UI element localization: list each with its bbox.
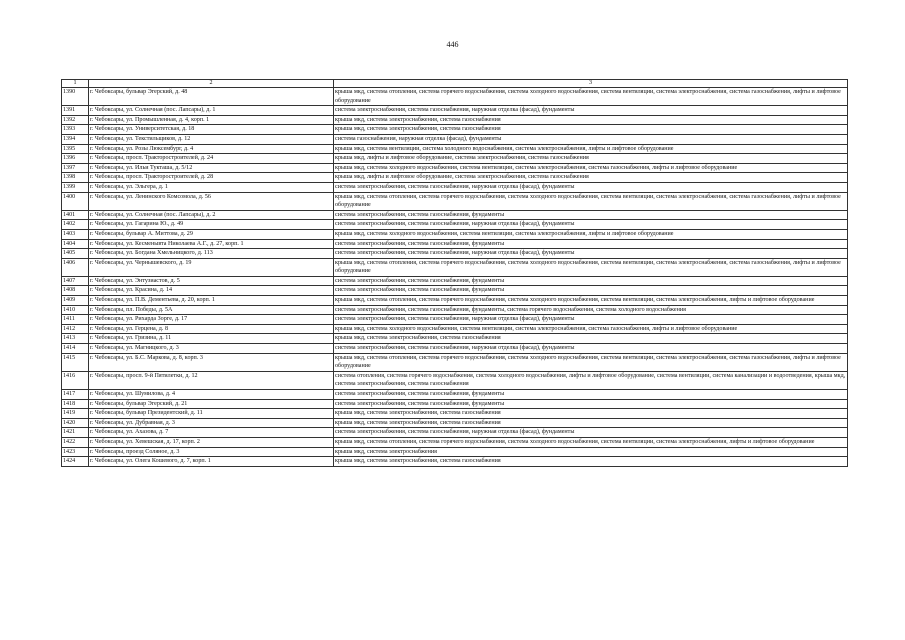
table-row bbox=[62, 115, 848, 125]
row-works: крыша мкд, система отопления, система горячего водоснабжения, система холодного водоснабжения, система вентиляции, система электроснабжения, система газоснабжения, лифты и лифтовое оборудование bbox=[334, 258, 848, 276]
row-number: 1404 bbox=[62, 239, 89, 249]
row-number: 1421 bbox=[62, 428, 89, 438]
row-address: г. Чебоксары, ул. Шумилова, д. 4 bbox=[89, 390, 334, 400]
row-number: 1413 bbox=[62, 334, 89, 344]
row-number: 1407 bbox=[62, 276, 89, 286]
row-address: г. Чебоксары, ул. Розы Люксембург, д. 4 bbox=[89, 144, 334, 154]
column-number-1: 1 bbox=[62, 80, 89, 88]
row-number: 1423 bbox=[62, 447, 89, 457]
row-works: система электроснабжения, система газоснабжения, наружная отделка (фасад), фундаменты bbox=[334, 428, 848, 438]
row-address: г. Чебоксары, ул. Рихарда Зорге, д. 17 bbox=[89, 315, 334, 325]
row-works: система электроснабжения, система газоснабжения, наружная отделка (фасад), фундаменты bbox=[334, 220, 848, 230]
row-number: 1400 bbox=[62, 192, 89, 210]
table-row bbox=[62, 154, 848, 164]
row-number: 1419 bbox=[62, 409, 89, 419]
row-works: крыша мкд, система электроснабжения, система газоснабжения bbox=[334, 125, 848, 135]
row-number: 1411 bbox=[62, 315, 89, 325]
table-row bbox=[62, 258, 848, 276]
row-works: система электроснабжения, система газоснабжения, фундаменты bbox=[334, 399, 848, 409]
row-address: г. Чебоксары, ул. Магницкого, д. 3 bbox=[89, 344, 334, 354]
row-number: 1406 bbox=[62, 258, 89, 276]
row-works: крыша мкд, система электроснабжения, система газоснабжения bbox=[334, 457, 848, 467]
row-number: 1409 bbox=[62, 296, 89, 306]
row-number: 1401 bbox=[62, 210, 89, 220]
row-number: 1405 bbox=[62, 249, 89, 259]
row-address: г. Чебоксары, ул. Б.С. Маркова, д. 8, корп. 3 bbox=[89, 353, 334, 371]
table-row bbox=[62, 315, 848, 325]
row-works: система электроснабжения, система газоснабжения, наружная отделка (фасад), фундаменты bbox=[334, 106, 848, 116]
table-row bbox=[62, 305, 848, 315]
row-number: 1403 bbox=[62, 229, 89, 239]
row-number: 1416 bbox=[62, 371, 89, 389]
table-row bbox=[62, 220, 848, 230]
row-address: г. Чебоксары, ул. Энтузиастов, д. 5 bbox=[89, 276, 334, 286]
row-number: 1395 bbox=[62, 144, 89, 154]
row-works: система газоснабжения, наружная отделка (фасад), фундаменты bbox=[334, 134, 848, 144]
table-row bbox=[62, 182, 848, 192]
row-address: г. Чебоксары, ул. Текстильщиков, д. 12 bbox=[89, 134, 334, 144]
row-address: г. Чебоксары, ул. Солнечная (пос. Лапсары), д. 2 bbox=[89, 210, 334, 220]
table-row bbox=[62, 192, 848, 210]
row-works: крыша мкд, система отопления, система горячего водоснабжения, система холодного водоснабжения, система вентиляции, система электроснабжения, система газоснабжения, лифты и лифтовое оборудование bbox=[334, 353, 848, 371]
row-address: г. Чебоксары, ул. Герцена, д. 8 bbox=[89, 324, 334, 334]
row-works: система электроснабжения, система газоснабжения, наружная отделка (фасад), фундаменты bbox=[334, 344, 848, 354]
row-number: 1417 bbox=[62, 390, 89, 400]
registry-body bbox=[62, 80, 848, 467]
table-row bbox=[62, 437, 848, 447]
row-address: г. Чебоксары, просп. Тракторостроителей, д. 24 bbox=[89, 154, 334, 164]
table-row bbox=[62, 276, 848, 286]
row-number: 1394 bbox=[62, 134, 89, 144]
row-works: крыша мкд, система вентиляции, система холодного водоснабжения, система электроснабжения, лифты и лифтовое оборудование bbox=[334, 144, 848, 154]
row-number: 1397 bbox=[62, 163, 89, 173]
row-number: 1415 bbox=[62, 353, 89, 371]
page-number: 446 bbox=[446, 40, 459, 49]
row-works: крыша мкд, система отопления, система горячего водоснабжения, система холодного водоснабжения, система вентиляции, система электроснабжения, лифты и лифтовое оборудование bbox=[334, 296, 848, 306]
row-number: 1398 bbox=[62, 173, 89, 183]
row-works: крыша мкд, лифты и лифтовое оборудование, система электроснабжения, система газоснабжения bbox=[334, 154, 848, 164]
row-number: 1418 bbox=[62, 399, 89, 409]
row-works: крыша мкд, система электроснабжения, система газоснабжения bbox=[334, 334, 848, 344]
table-row bbox=[62, 229, 848, 239]
row-works: крыша мкд, система электроснабжения bbox=[334, 447, 848, 457]
row-address: г. Чебоксары, ул. Олега Кошевого, д. 7, корп. 1 bbox=[89, 457, 334, 467]
row-works: крыша мкд, система холодного водоснабжения, система вентиляции, система электроснабжения, лифты и лифтовое оборудование bbox=[334, 229, 848, 239]
table-row bbox=[62, 125, 848, 135]
row-works: крыша мкд, система электроснабжения, система газоснабжения bbox=[334, 418, 848, 428]
row-number: 1396 bbox=[62, 154, 89, 164]
row-number: 1422 bbox=[62, 437, 89, 447]
table-row bbox=[62, 286, 848, 296]
row-works: крыша мкд, система электроснабжения, система газоснабжения bbox=[334, 409, 848, 419]
column-number-2: 2 bbox=[89, 80, 334, 88]
row-address: г. Чебоксары, ул. Ленинского Комсомола, д. 56 bbox=[89, 192, 334, 210]
table-row bbox=[62, 353, 848, 371]
row-works: крыша мкд, система холодного водоснабжения, система вентиляции, система электроснабжения, система газоснабжения, лифты и лифтовое оборудование bbox=[334, 324, 848, 334]
row-works: крыша мкд, система холодного водоснабжения, система вентиляции, система электроснабжения, система газоснабжения, лифты и лифтовое оборудование bbox=[334, 163, 848, 173]
row-address: г. Чебоксары, ул. Красина, д. 14 bbox=[89, 286, 334, 296]
row-address: г. Чебоксары, просп. 9-й Пятилетки, д. 12 bbox=[89, 371, 334, 389]
row-address: г. Чебоксары, бульвар Президентский, д. 11 bbox=[89, 409, 334, 419]
row-address: г. Чебоксары, ул. П.В. Дементьева, д. 20, корп. 1 bbox=[89, 296, 334, 306]
row-address: г. Чебоксары, ул. Богдана Хмельницкого, д. 113 bbox=[89, 249, 334, 259]
row-address: г. Чебоксары, ул. Чернышевского, д. 19 bbox=[89, 258, 334, 276]
row-address: г. Чебоксары, ул. Гризина, д. 11 bbox=[89, 334, 334, 344]
row-address: г. Чебоксары, ул. Дубравная, д. 3 bbox=[89, 418, 334, 428]
row-address: г. Чебоксары, проезд Соляное, д. 3 bbox=[89, 447, 334, 457]
row-works: крыша мкд, система электроснабжения, система газоснабжения bbox=[334, 115, 848, 125]
table-row bbox=[62, 344, 848, 354]
table-row bbox=[62, 418, 848, 428]
row-number: 1402 bbox=[62, 220, 89, 230]
building-registry-table bbox=[61, 79, 848, 467]
row-works: крыша мкд, система отопления, система горячего водоснабжения, система холодного водоснабжения, система вентиляции, система электроснабжения, система газоснабжения, лифты и лифтовое оборудование bbox=[334, 192, 848, 210]
row-works: система электроснабжения, система газоснабжения, наружная отделка (фасад), фундаменты bbox=[334, 249, 848, 259]
table-row bbox=[62, 134, 848, 144]
column-number-3: 3 bbox=[334, 80, 848, 88]
row-address: г. Чебоксары, ул. Ильи Тукташа, д. 5/12 bbox=[89, 163, 334, 173]
table-row bbox=[62, 106, 848, 116]
table-row bbox=[62, 390, 848, 400]
row-address: г. Чебоксары, бульвар Эгерский, д. 48 bbox=[89, 88, 334, 106]
row-address: г. Чебоксары, ул. Солнечная (пос. Лапсары), д. 1 bbox=[89, 106, 334, 116]
table-row bbox=[62, 409, 848, 419]
row-number: 1393 bbox=[62, 125, 89, 135]
row-number: 1408 bbox=[62, 286, 89, 296]
row-number: 1390 bbox=[62, 88, 89, 106]
table-row bbox=[62, 324, 848, 334]
row-address: г. Чебоксары, ул. Университетская, д. 18 bbox=[89, 125, 334, 135]
row-works: система электроснабжения, система газоснабжения, фундаменты, система горячего водоснабжения, система холодного водоснабжения bbox=[334, 305, 848, 315]
row-works: система электроснабжения, система газоснабжения, наружная отделка (фасад), фундаменты bbox=[334, 315, 848, 325]
table-row bbox=[62, 296, 848, 306]
row-works: система электроснабжения, система газоснабжения, фундаменты bbox=[334, 390, 848, 400]
row-works: система электроснабжения, система газоснабжения, наружная отделка (фасад), фундаменты bbox=[334, 182, 848, 192]
row-number: 1391 bbox=[62, 106, 89, 116]
row-works: система электроснабжения, система газоснабжения, фундаменты bbox=[334, 239, 848, 249]
table-row bbox=[62, 88, 848, 106]
row-works: система электроснабжения, система газоснабжения, фундаменты bbox=[334, 276, 848, 286]
table-row bbox=[62, 249, 848, 259]
table-row bbox=[62, 163, 848, 173]
table-row bbox=[62, 334, 848, 344]
table-row bbox=[62, 371, 848, 389]
row-works: система электроснабжения, система газоснабжения, фундаменты bbox=[334, 210, 848, 220]
row-address: г. Чебоксары, ул. Хевешская, д. 17, корп. 2 bbox=[89, 437, 334, 447]
column-number-row bbox=[62, 80, 848, 88]
table-row bbox=[62, 399, 848, 409]
row-number: 1424 bbox=[62, 457, 89, 467]
row-address: г. Чебоксары, ул. Гагарина Ю., д. 49 bbox=[89, 220, 334, 230]
row-number: 1412 bbox=[62, 324, 89, 334]
row-works: крыша мкд, система отопления, система горячего водоснабжения, система холодного водоснабжения, система вентиляции, система электроснабжения, лифты и лифтовое оборудование bbox=[334, 437, 848, 447]
table-row bbox=[62, 428, 848, 438]
row-number: 1392 bbox=[62, 115, 89, 125]
row-works: система электроснабжения, система газоснабжения, фундаменты bbox=[334, 286, 848, 296]
row-works: крыша мкд, система отопления, система горячего водоснабжения, система холодного водоснабжения, система вентиляции, система электроснабжения, система газоснабжения, лифты и лифтовое оборудование bbox=[334, 88, 848, 106]
table-row bbox=[62, 239, 848, 249]
row-address: г. Чебоксары, ул. Эльгера, д. 1 bbox=[89, 182, 334, 192]
table-row bbox=[62, 457, 848, 467]
row-number: 1414 bbox=[62, 344, 89, 354]
row-number: 1420 bbox=[62, 418, 89, 428]
row-address: г. Чебоксары, бульвар Эгерский, д. 21 bbox=[89, 399, 334, 409]
row-works: крыша мкд, лифты и лифтовое оборудование, система электроснабжения, система газоснабжения bbox=[334, 173, 848, 183]
row-address: г. Чебоксары, бульвар А. Миттова, д. 29 bbox=[89, 229, 334, 239]
row-address: г. Чебоксары, ул. Ахазова, д. 7 bbox=[89, 428, 334, 438]
row-address: г. Чебоксары, просп. Тракторостроителей, д. 28 bbox=[89, 173, 334, 183]
row-works: система отопления, система горячего водоснабжения, система холодного водоснабжения, лифты и лифтовое оборудование, система вентиляции, система канализации и водоотведения, крыша мкд, система электроснабжения, система газоснабжения bbox=[334, 371, 848, 389]
table-row bbox=[62, 447, 848, 457]
row-number: 1399 bbox=[62, 182, 89, 192]
row-number: 1410 bbox=[62, 305, 89, 315]
row-address: г. Чебоксары, пл. Победы, д. 5А bbox=[89, 305, 334, 315]
row-address: г. Чебоксары, ул. Промышленная, д. 4, корп. 1 bbox=[89, 115, 334, 125]
table-row bbox=[62, 210, 848, 220]
table-row bbox=[62, 173, 848, 183]
table-row bbox=[62, 144, 848, 154]
row-address: г. Чебоксары, ул. Кесменывта Николаева А.Г., д. 27, корп. 1 bbox=[89, 239, 334, 249]
